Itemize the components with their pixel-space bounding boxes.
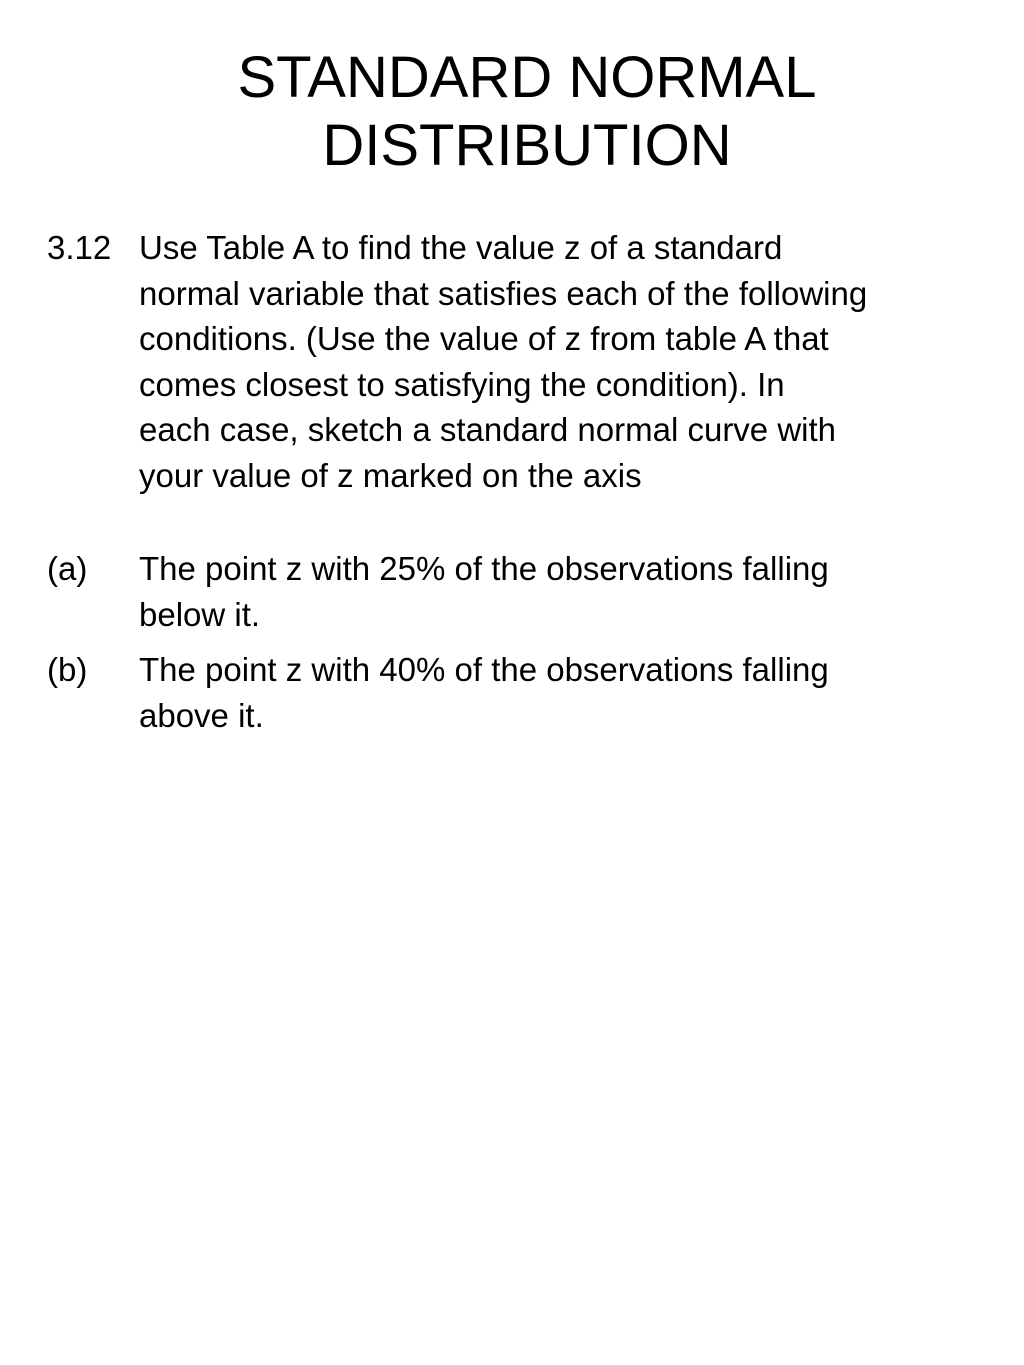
list-item-label: (b) bbox=[47, 651, 88, 688]
list-item-text-line: The point z with 40% of the observations falling bbox=[139, 651, 829, 688]
problem-number: 3.12 bbox=[47, 229, 112, 266]
list-item-text-line: below it. bbox=[139, 595, 261, 633]
problem-statement bbox=[47, 225, 997, 498]
problem-text-line: comes closest to satisfying the condition). In bbox=[139, 365, 785, 403]
list-item-a bbox=[47, 546, 997, 637]
slide-title-line-2: DISTRIBUTION bbox=[322, 113, 732, 178]
list-item-label: (a) bbox=[47, 550, 88, 587]
problem-text-line: normal variable that satisfies each of the following bbox=[139, 274, 868, 312]
problem-text-line: your value of z marked on the axis bbox=[139, 456, 642, 494]
slide-body bbox=[47, 225, 997, 748]
slide-title-line-1: STANDARD NORMAL bbox=[237, 45, 817, 110]
list-item-b bbox=[47, 647, 997, 738]
problem-text-line: each case, sketch a standard normal curve with bbox=[139, 411, 837, 448]
list-item-text-line: above it. bbox=[139, 696, 264, 734]
problem-text-line: Use Table A to find the value z of a standard bbox=[139, 229, 783, 266]
list-item-text-line: The point z with 25% of the observations falling bbox=[139, 550, 829, 587]
slide-title bbox=[0, 44, 1024, 180]
problem-text-line: conditions. (Use the value of z from table A that bbox=[139, 320, 829, 357]
